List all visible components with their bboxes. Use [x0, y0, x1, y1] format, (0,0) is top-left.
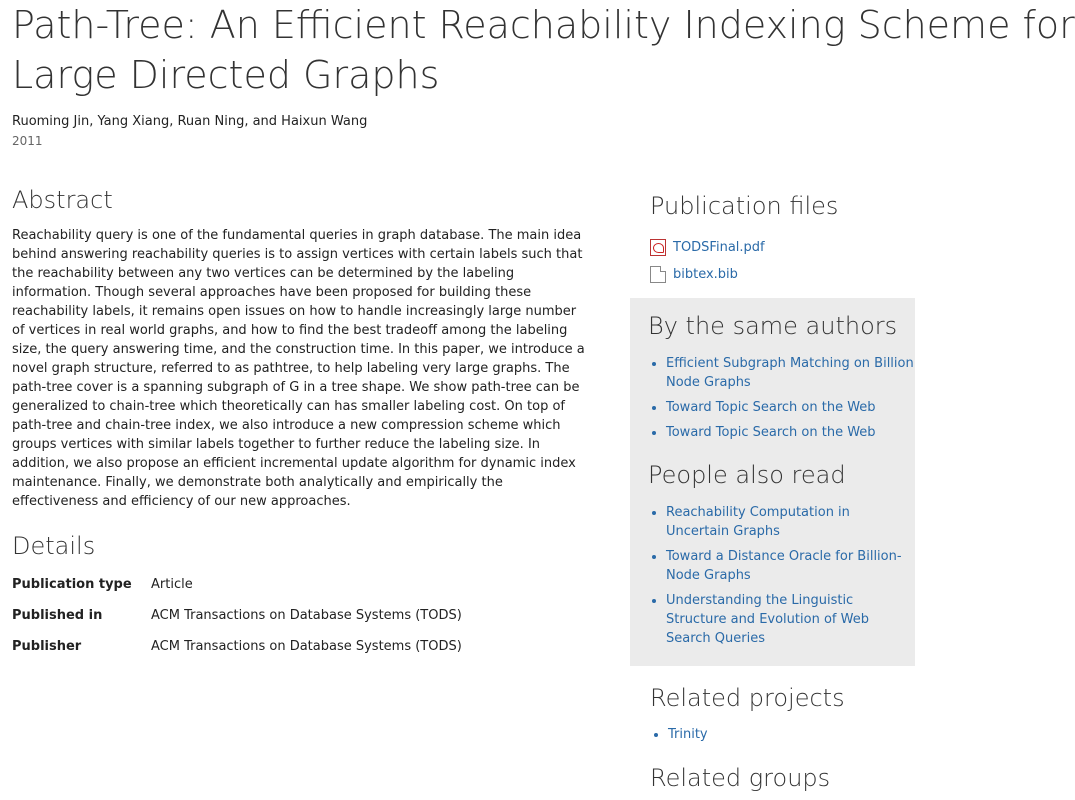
abstract-text: Reachability query is one of the fundamental queries in graph database. The main idea behind answering reachability queries is to assign vertices with certain labels such that the reachability between any two vertices can be determined by the labeling information. Though several approaches have been proposed for building these reachability labels, it remains open issues on how to handle increasingly large number of vertices in real world graphs, and how to find the best tradeoff among the labeling size, the query answering time, and the construction time. In this paper, we introduce a novel graph structure, referred to as pathtree, to help labeling very large graphs. The path-tree cover is a spanning subgraph of G in a tree shape. We show path-tree can be generalized to chain-tree which theoretically can has smaller labeling cost. On top of path-tree and chain-tree index, we also introduce a new compression scheme which groups vertices with similar labels together to further reduce the labeling size. In addition, we also propose an efficient incremental update algorithm for dynamic index maintenance. Finally, we demonstrate both analytically and empirically the effectiveness and efficiency of our new approaches.: [12, 228, 585, 509]
publication-files-list: [650, 234, 765, 288]
details-label: Publisher: [12, 639, 82, 654]
publication-files-heading: Publication files: [650, 192, 839, 220]
publication-year: 2011: [12, 134, 43, 148]
authors: Ruoming Jin, Yang Xiang, Ruan Ning, and Haixun Wang: [12, 114, 368, 129]
details-heading: Details: [12, 532, 96, 560]
people-also-read-list: [648, 503, 916, 648]
same-authors-link[interactable]: Efficient Subgraph Matching on Billion Node Graphs: [666, 356, 914, 390]
same-authors-link[interactable]: Toward Topic Search on the Web: [666, 425, 876, 440]
file-link-bib[interactable]: bibtex.bib: [673, 267, 738, 282]
details-label: Published in: [12, 608, 103, 623]
list-item[interactable]: [666, 547, 916, 585]
details-row-publication-type: [12, 577, 462, 608]
details-label: Publication type: [12, 577, 132, 592]
details-row-publisher: [12, 639, 462, 670]
project-link-trinity[interactable]: Trinity: [668, 727, 708, 742]
file-item-bib[interactable]: [650, 261, 765, 288]
list-item[interactable]: [666, 591, 916, 648]
document-icon: [650, 266, 666, 283]
page-title-line-2: Large Directed Graphs: [12, 53, 440, 97]
list-item[interactable]: [666, 398, 916, 417]
file-item-pdf[interactable]: [650, 234, 765, 261]
details-value: Article: [151, 577, 193, 592]
page-title-line-1: Path-Tree: An Efficient Reachability Indexing Scheme for: [12, 3, 1075, 47]
related-groups-heading: Related groups: [650, 764, 831, 792]
also-read-link[interactable]: Understanding the Linguistic Structure and Evolution of Web Search Queries: [666, 593, 869, 646]
list-item[interactable]: [666, 354, 916, 392]
details-row-published-in: [12, 608, 462, 639]
related-sidebar-panel: [630, 298, 915, 666]
pdf-file-icon: [650, 239, 666, 256]
related-projects-heading: Related projects: [650, 684, 845, 712]
same-authors-link[interactable]: Toward Topic Search on the Web: [666, 400, 876, 415]
details-value: ACM Transactions on Database Systems (TODS): [151, 608, 462, 623]
list-item[interactable]: [666, 423, 916, 442]
list-item[interactable]: [668, 725, 708, 744]
people-also-read-heading: People also read: [648, 461, 846, 489]
same-authors-list: [648, 354, 916, 442]
also-read-link[interactable]: Toward a Distance Oracle for Billion-Node Graphs: [666, 549, 902, 583]
related-projects-list: [650, 725, 708, 744]
page-title: [12, 0, 1075, 100]
details-value: ACM Transactions on Database Systems (TODS): [151, 639, 462, 654]
list-item[interactable]: [666, 503, 916, 541]
details-table: [12, 577, 462, 670]
abstract-heading: Abstract: [12, 186, 113, 214]
also-read-link[interactable]: Reachability Computation in Uncertain Graphs: [666, 505, 850, 539]
same-authors-heading: By the same authors: [648, 312, 898, 340]
file-link-pdf[interactable]: TODSFinal.pdf: [673, 240, 765, 255]
